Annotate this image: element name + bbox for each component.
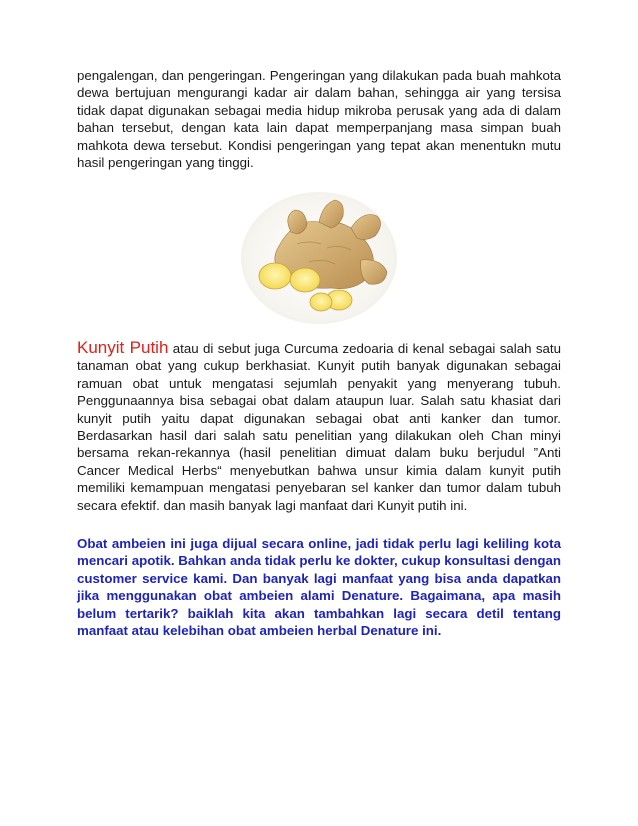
white-turmeric-rhizome-photo [239,188,399,324]
kunyit-putih-paragraph [77,339,561,514]
intro-paragraph: pengalengan, dan pengeringan. Pengeringan yang dilakukan pada buah mahkota dewa bertujuan mengurangi kadar air dalam bahan, sehingga air yang tersisa tidak dapat digunakan sebagai media hidup mikroba perusak yang ada di dalam bahan tersebut, dengan kata lain dapat memperpanjang masa simpan buah mahkota dewa tersebut. Kondisi pengeringan yang tepat akan menentukn mutu hasil pengeringan yang tinggi. [77,68,561,171]
section-title: Kunyit Putih [77,338,169,357]
promo-paragraph: Obat ambeien ini juga dijual secara online, jadi tidak perlu lagi keliling kota mencari apotik. Bahkan anda tidak perlu ke dokter, cukup konsultasi dengan customer service kami. Dan banyak lagi manfaat yang bisa anda dapatkan jika menggunakan obat ambeien alami Denature. Bagaimana, apa masih belum tertarik? baiklah kita akan tambahkan lagi secara detil tentang manfaat atau kelebihan obat ambeien herbal Denature ini. [77,536,561,639]
section-body: atau di sebut juga Curcuma zedoaria di kenal sebagai salah satu tanaman obat yang cukup berkhasiat. Kunyit putih banyak digunakan sebagai ramuan obat untuk mengatasi sejumlah penyakit yang menyerang tubuh. Penggunaannya bisa sebagai obat dalam ataupun luar. Salah satu khasiat dari kunyit putih yaitu dapat digunakan sebagai obat anti kanker dan tumor. Berdasarkan hasil dari salah satu penelitian yang dilakukan oleh Chan minyi bersama rekan-rekannya (hasil penelitian dimuat dalam buku berjudul ”Anti Cancer Medical Herbs“ menyebutkan bahwa unsur kimia dalam kunyit putih memiliki kemampuan mengatasi penyebaran sel kanker dan tumor dalam tubuh secara efektif. dan masih banyak lagi manfaat dari Kunyit putih ini. [77,341,561,513]
